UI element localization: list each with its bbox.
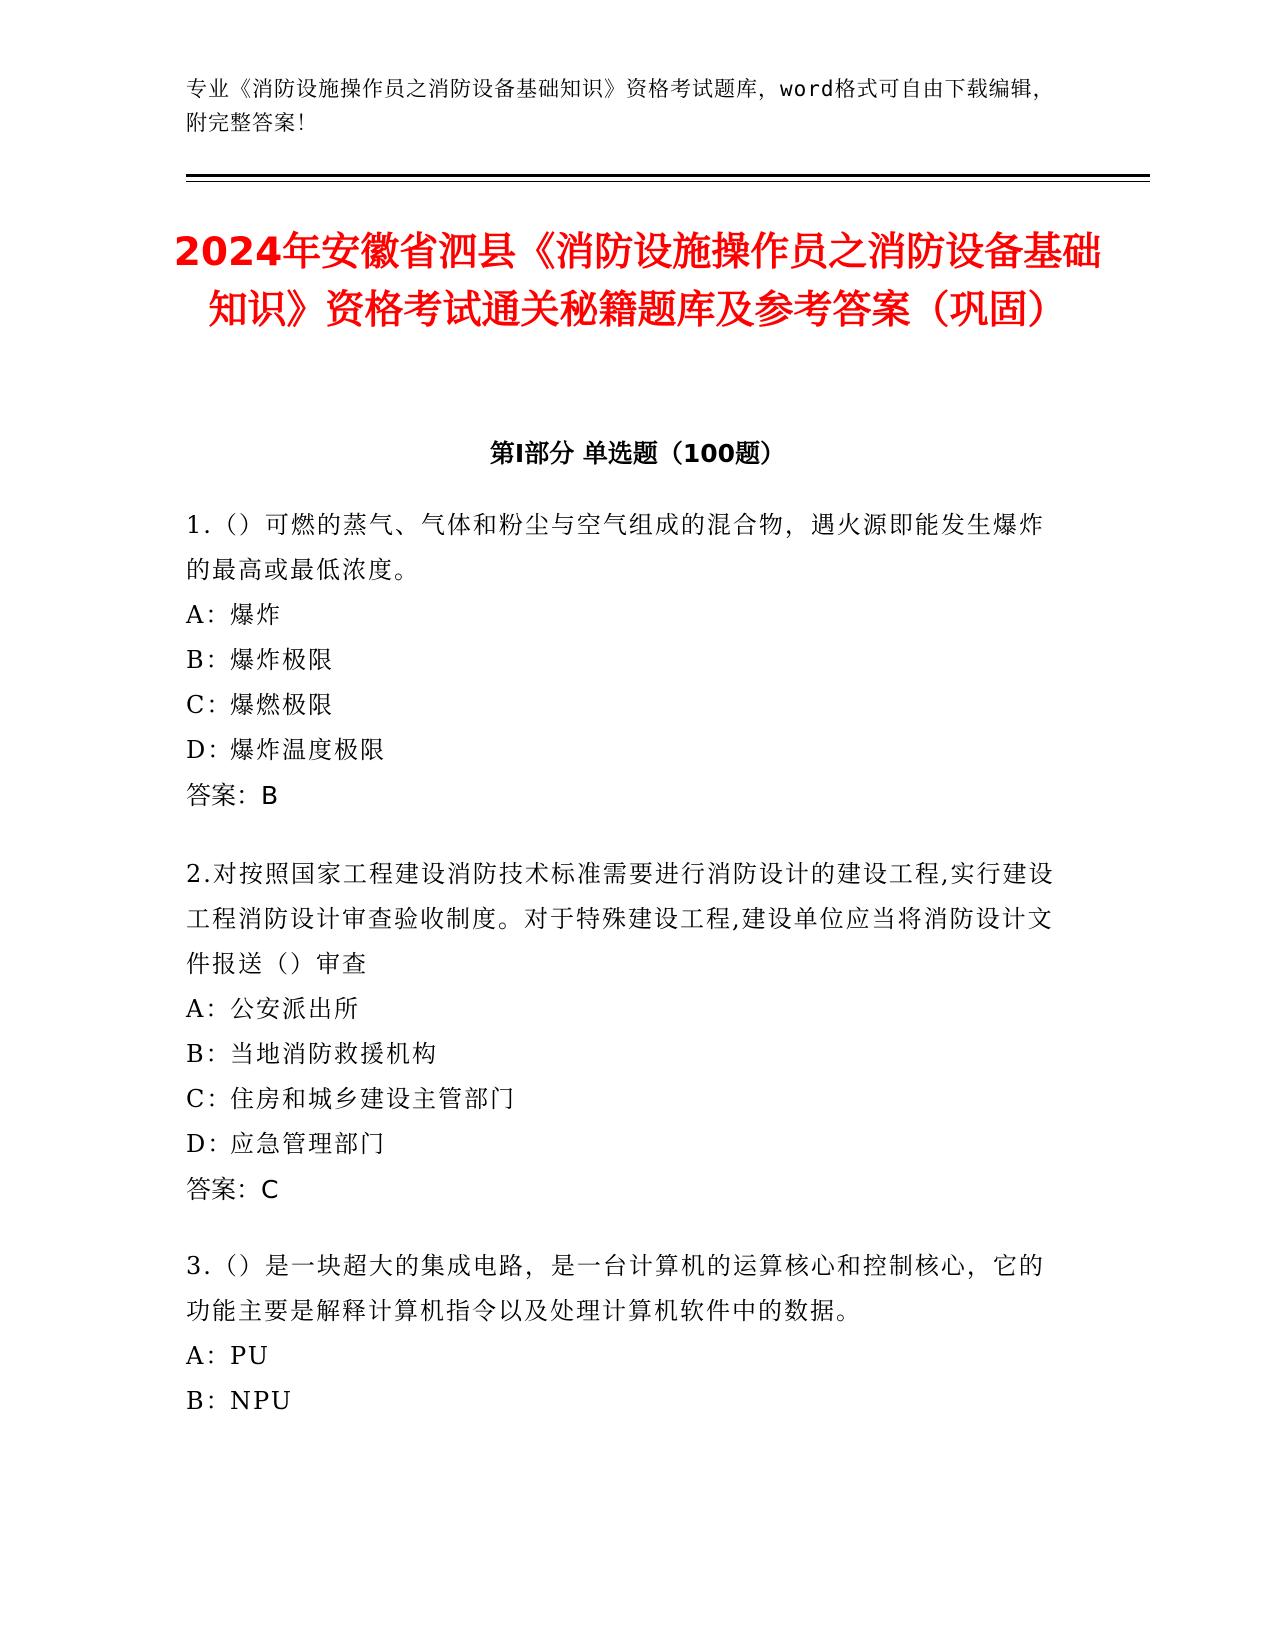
option-key: D： — [186, 736, 234, 764]
option-key: C： — [186, 691, 233, 719]
option-d — [186, 1122, 1066, 1167]
option-key: A： — [186, 995, 232, 1023]
header-divider-thick — [186, 174, 1150, 177]
option-key: A： — [186, 601, 232, 629]
question-3 — [186, 1244, 1066, 1424]
option-b — [186, 1032, 1066, 1077]
option-b — [186, 638, 1066, 683]
option-key: B： — [186, 1040, 232, 1068]
answer: 答案：C — [186, 1175, 279, 1204]
option-c — [186, 1077, 1066, 1122]
section-heading: 第Ⅰ部分 单选题（100题） — [489, 439, 786, 468]
option-text: 应急管理部门 — [230, 1130, 386, 1158]
question-2 — [186, 852, 1066, 1212]
document-title: 2024年安徽省泗县《消防设施操作员之消防设备基础知识》资格考试通关秘籍题库及参考答案（巩固） — [173, 230, 1102, 333]
question-stem: 1.（）可燃的蒸气、气体和粉尘与空气组成的混合物，遇火源即能发生爆炸的最高或最低浓度。 — [186, 511, 1045, 584]
option-key: B： — [186, 1387, 232, 1415]
option-text: NPU — [230, 1387, 293, 1415]
option-a — [186, 1334, 1066, 1379]
option-text: 爆炸温度极限 — [230, 736, 386, 764]
option-text: 公安派出所 — [230, 995, 360, 1023]
option-key: A： — [186, 1342, 232, 1370]
question-stem: 2.对按照国家工程建设消防技术标准需要进行消防设计的建设工程,实行建设工程消防设计审查验收制度。对于特殊建设工程,建设单位应当将消防设计文件报送（）审查 — [186, 860, 1055, 978]
option-text: 爆燃极限 — [230, 691, 334, 719]
option-text: 爆炸 — [230, 601, 282, 629]
option-text: PU — [230, 1342, 270, 1370]
option-text: 当地消防救援机构 — [230, 1040, 438, 1068]
option-a — [186, 987, 1066, 1032]
option-key: D： — [186, 1130, 234, 1158]
question-stem: 3.（）是一块超大的集成电路，是一台计算机的运算核心和控制核心，它的功能主要是解释计算机指令以及处理计算机软件中的数据。 — [186, 1252, 1045, 1325]
header-note: 专业《消防设施操作员之消防设备基础知识》资格考试题库，word格式可自由下载编辑，附完整答案！ — [186, 77, 1055, 135]
option-key: B： — [186, 646, 232, 674]
option-c — [186, 683, 1066, 728]
question-1 — [186, 503, 1066, 818]
option-text: 住房和城乡建设主管部门 — [230, 1085, 516, 1113]
option-key: C： — [186, 1085, 233, 1113]
answer: 答案：B — [186, 781, 279, 810]
option-text: 爆炸极限 — [230, 646, 334, 674]
option-d — [186, 728, 1066, 773]
option-b — [186, 1379, 1066, 1424]
header-divider-thin — [186, 181, 1150, 182]
option-a — [186, 593, 1066, 638]
